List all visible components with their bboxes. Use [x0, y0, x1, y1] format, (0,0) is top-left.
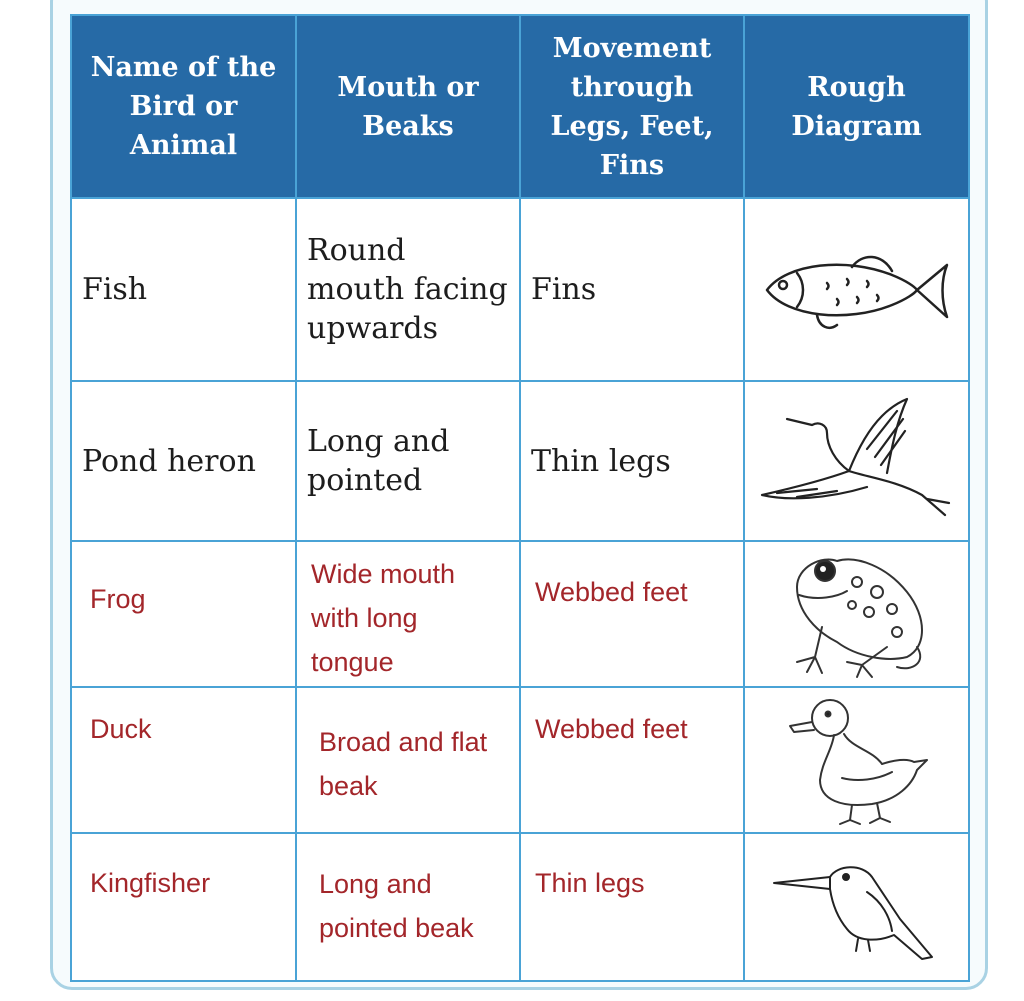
table-row: [71, 198, 969, 381]
animal-name: Duck: [90, 714, 152, 744]
cell-diagram: [744, 381, 969, 541]
cell-movement: [520, 541, 744, 687]
cell-name: [71, 541, 296, 687]
heron-icon: [757, 391, 957, 531]
header-movement: Movement through Legs, Feet, Fins: [520, 15, 744, 198]
cell-diagram: [744, 541, 969, 687]
cell-mouth: [296, 541, 520, 687]
mouth-text: Round mouth facing upwards: [307, 233, 508, 346]
cell-diagram: [744, 687, 969, 833]
frog-icon: [777, 547, 937, 682]
cell-name: [71, 687, 296, 833]
mouth-text: Broad and flat beak: [319, 727, 488, 801]
cell-name: [71, 833, 296, 981]
cell-mouth: [296, 833, 520, 981]
cell-mouth: [296, 198, 520, 381]
table-row: [71, 541, 969, 687]
cell-movement: [520, 198, 744, 381]
cell-diagram: [744, 833, 969, 981]
animal-table: [70, 14, 970, 982]
header-name: Name of the Bird or Animal: [71, 15, 296, 198]
cell-mouth: [296, 687, 520, 833]
mouth-text: Wide mouth with long tongue: [311, 559, 456, 677]
cell-movement: [520, 687, 744, 833]
animal-name: Pond heron: [82, 443, 256, 479]
movement-text: Thin legs: [531, 443, 671, 479]
cell-name: [71, 381, 296, 541]
header-row: [71, 15, 969, 198]
movement-text: Thin legs: [535, 868, 645, 898]
cell-name: [71, 198, 296, 381]
duck-icon: [782, 690, 932, 830]
mouth-text: Long and pointed beak: [319, 869, 474, 943]
table-row: [71, 687, 969, 833]
animal-name: Fish: [82, 272, 148, 307]
table-row: [71, 833, 969, 981]
kingfisher-icon: [772, 847, 942, 967]
header-mouth: Mouth or Beaks: [296, 15, 520, 198]
movement-text: Fins: [531, 272, 597, 307]
cell-mouth: [296, 381, 520, 541]
header-diagram: Rough Diagram: [744, 15, 969, 198]
movement-text: Webbed feet: [535, 714, 688, 744]
cell-diagram: [744, 198, 969, 381]
mouth-text: Long and pointed: [307, 424, 450, 498]
cell-movement: [520, 833, 744, 981]
table-row: [71, 381, 969, 541]
movement-text: Webbed feet: [535, 577, 688, 607]
cell-movement: [520, 381, 744, 541]
animal-name: Frog: [90, 584, 146, 614]
animal-name: Kingfisher: [90, 868, 211, 898]
fish-icon: [757, 245, 957, 335]
